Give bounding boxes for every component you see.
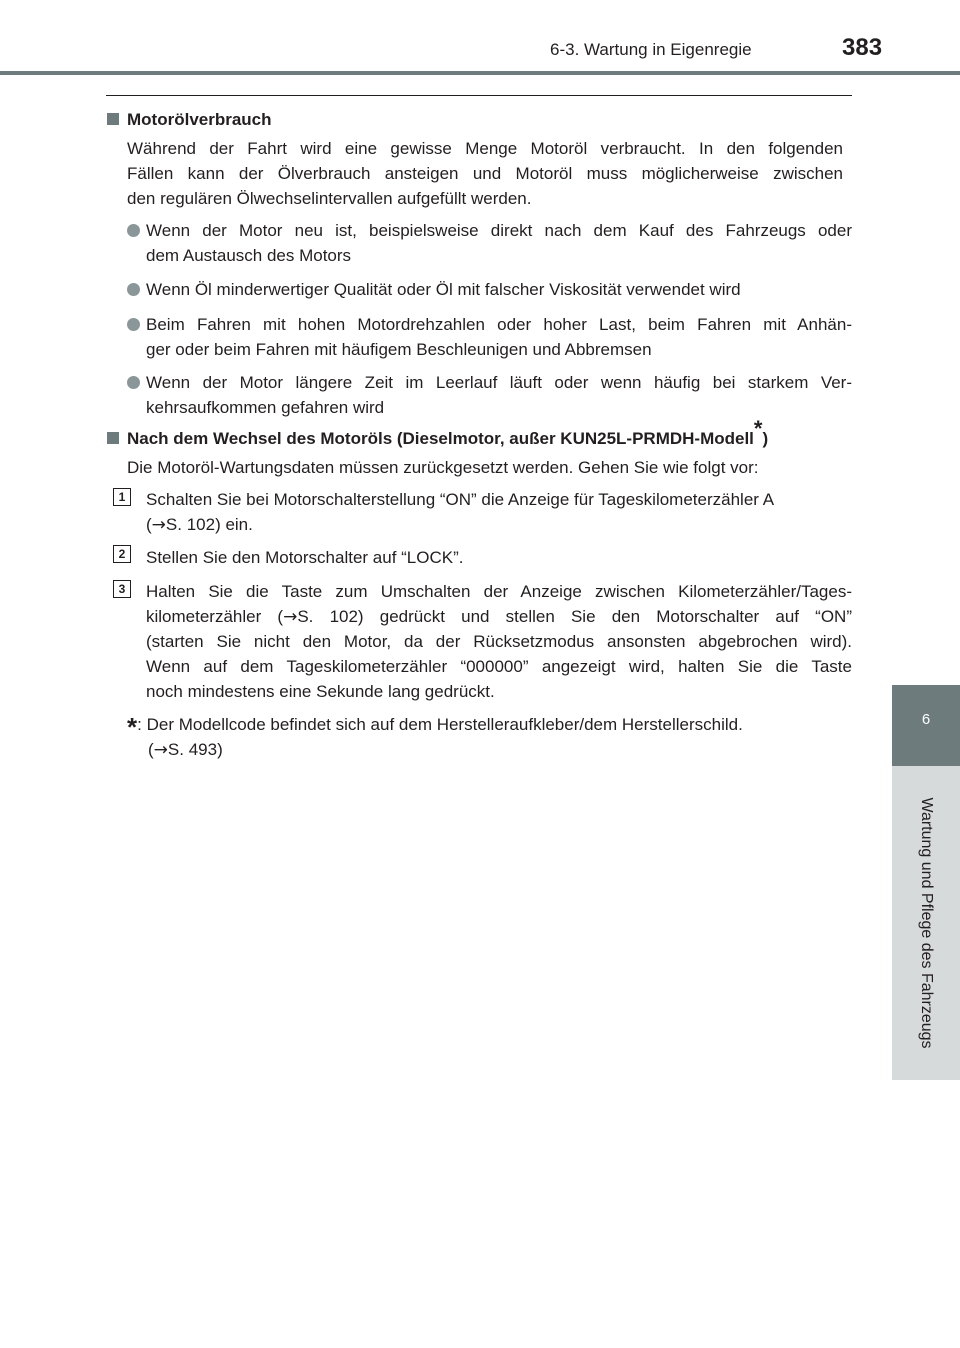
heading-text: Nach dem Wechsel des Motoröls (Dieselmotor, außer KUN25L-PRMDH-Modell (127, 429, 754, 448)
paragraph-line: Fällen kann der Ölverbrauch ansteigen und Motoröl muss möglicherweise zwischen (127, 164, 843, 183)
bullet-dot-icon (127, 376, 140, 389)
chapter-title-tab (892, 766, 960, 1080)
arrow-right-icon: → (151, 515, 166, 535)
heading-close: ) (762, 429, 769, 448)
bullet-item-line: Beim Fahren mit hohen Motordrehzahlen oder hoher Last, beim Fahren mit Anhän- (146, 315, 852, 334)
step-number-badge: 3 (113, 580, 131, 598)
bullet-dot-icon (127, 224, 140, 237)
bullet-item-line: Wenn Öl minderwertiger Qualität oder Öl mit falscher Viskosität verwendet wird (146, 280, 741, 299)
chapter-title: Wartung und Pflege des Fahrzeugs (918, 797, 935, 1049)
footnote-star: * (127, 712, 138, 742)
bullet-dot-icon (127, 318, 140, 331)
step-number-badge: 2 (113, 545, 131, 563)
footnote-text: Der Modellcode befindet sich auf dem Herstelleraufkleber/dem Herstellerschild. (146, 715, 743, 734)
bullet-item-line: kehrsaufkommen gefahren wird (146, 398, 385, 417)
arrow-right-icon: → (153, 740, 168, 760)
content-divider (106, 95, 852, 96)
step-line: Halten Sie die Taste zum Umschalten der Anzeige zwischen Kilometerzähler/Tages- (146, 582, 852, 601)
step-number-badge: 1 (113, 488, 131, 506)
paragraph-line: Die Motoröl-Wartungsdaten müssen zurückgesetzt werden. Gehen Sie wie folgt vor: (127, 458, 759, 477)
section-heading-oil-change (127, 416, 769, 452)
bullet-item-line: dem Austausch des Motors (146, 246, 352, 265)
header-divider (0, 71, 960, 75)
heading-square-icon (107, 432, 119, 444)
chapter-tab (892, 685, 960, 766)
arrow-right-icon: → (283, 607, 298, 627)
step-line: Schalten Sie bei Motorschalterstellung “ON” die Anzeige für Tageskilometerzähler A (146, 490, 775, 509)
chapter-number: 6 (921, 711, 931, 728)
heading-square-icon (107, 113, 119, 125)
step-line: kilometerzähler (→S. 102) gedrückt und stellen Sie den Motorschalter auf “ON” (146, 607, 852, 627)
step-line: (starten Sie nicht den Motor, da der Rücksetzmodus ansonsten abgebrochen wird). (146, 632, 852, 651)
step-line: Stellen Sie den Motorschalter auf “LOCK”. (146, 548, 464, 567)
section-heading-oil-consumption: Motorölverbrauch (127, 110, 272, 129)
footnote: *: Der Modellcode befindet sich auf dem Herstelleraufkleber/dem Herstellerschild. (127, 712, 743, 742)
section-title: 6-3. Wartung in Eigenregie (550, 40, 752, 59)
bullet-item-line: Wenn der Motor längere Zeit im Leerlauf läuft oder wenn häufig bei starkem Ver- (146, 373, 852, 392)
paragraph-line: den regulären Ölwechselintervallen aufgefüllt werden. (127, 189, 532, 208)
paragraph-line: Während der Fahrt wird eine gewisse Menge Motoröl verbraucht. In den folgenden (127, 139, 843, 158)
page-number: 383 (842, 34, 883, 61)
bullet-dot-icon (127, 283, 140, 296)
step-line: (→S. 102) ein. (146, 515, 253, 535)
step-line: Wenn auf dem Tageskilometerzähler “000000” angezeigt wird, halten Sie die Taste (146, 657, 852, 676)
bullet-item-line: Wenn der Motor neu ist, beispielsweise direkt nach dem Kauf des Fahrzeugs oder (146, 221, 852, 240)
footnote-reference: (→S. 493) (148, 740, 223, 760)
step-line: noch mindestens eine Sekunde lang gedrückt. (146, 682, 495, 701)
footnote-star: * (753, 416, 763, 441)
bullet-item-line: ger oder beim Fahren mit häufigem Beschleunigen und Abbremsen (146, 340, 652, 359)
